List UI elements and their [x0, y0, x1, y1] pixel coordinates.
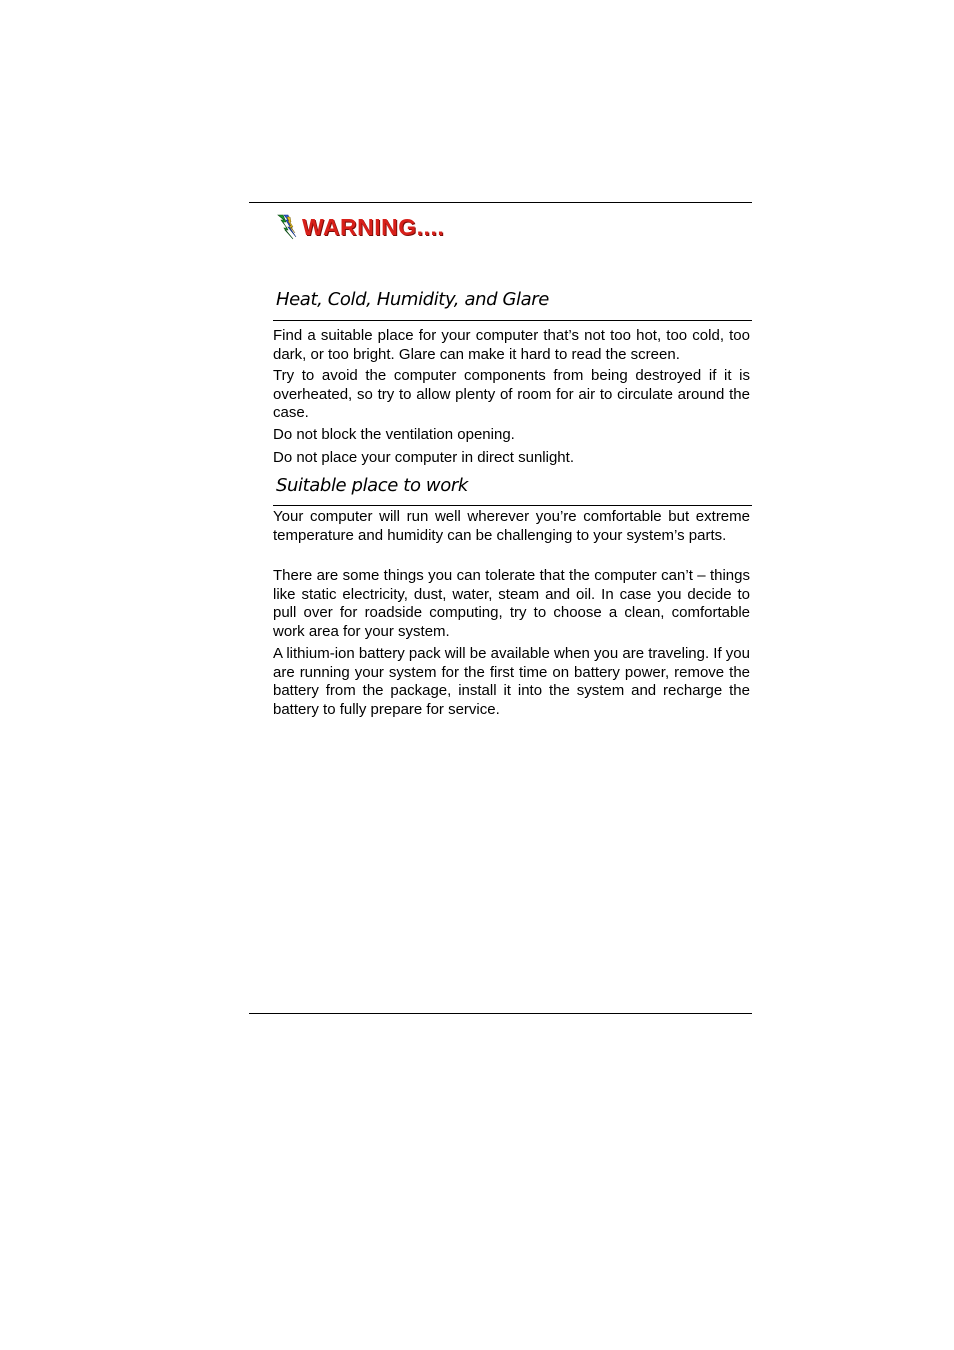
warning-banner: [276, 211, 444, 243]
paragraph: There are some things you can tolerate that the computer can’t – things like static electricity, dust, water, steam and oil. In case you decide to pull over for roadside computing, try to choose a clean, comfortable work area for your system.: [273, 567, 750, 640]
section-rule: [273, 505, 752, 506]
paragraph: Try to avoid the computer components from being destroyed if it is overheated, so try to allow plenty of room for air to circulate around the case.: [273, 367, 750, 422]
lightning-icon: [276, 214, 298, 240]
page-footer-rule: [249, 1013, 752, 1014]
section-title-workplace: Suitable place to work: [276, 475, 468, 496]
paragraph: Do not block the ventilation opening.: [273, 426, 515, 443]
warning-title: WARNING....: [302, 213, 445, 240]
paragraph: A lithium-ion battery pack will be available when you are traveling. If you are running your system for the first time on battery power, remove the battery from the package, install it into the system and recharge the battery to fully prepare for service.: [273, 645, 750, 718]
paragraph: Your computer will run well wherever you’re comfortable but extreme temperature and humidity can be challenging to your system’s parts.: [273, 508, 750, 544]
section-title-heat: Heat, Cold, Humidity, and Glare: [276, 289, 549, 310]
section-rule: [273, 320, 752, 321]
paragraph: Do not place your computer in direct sunlight.: [273, 449, 574, 466]
paragraph: Find a suitable place for your computer that’s not too hot, too cold, too dark, or too bright. Glare can make it hard to read the screen.: [273, 327, 750, 363]
page-header-rule: [249, 202, 752, 203]
